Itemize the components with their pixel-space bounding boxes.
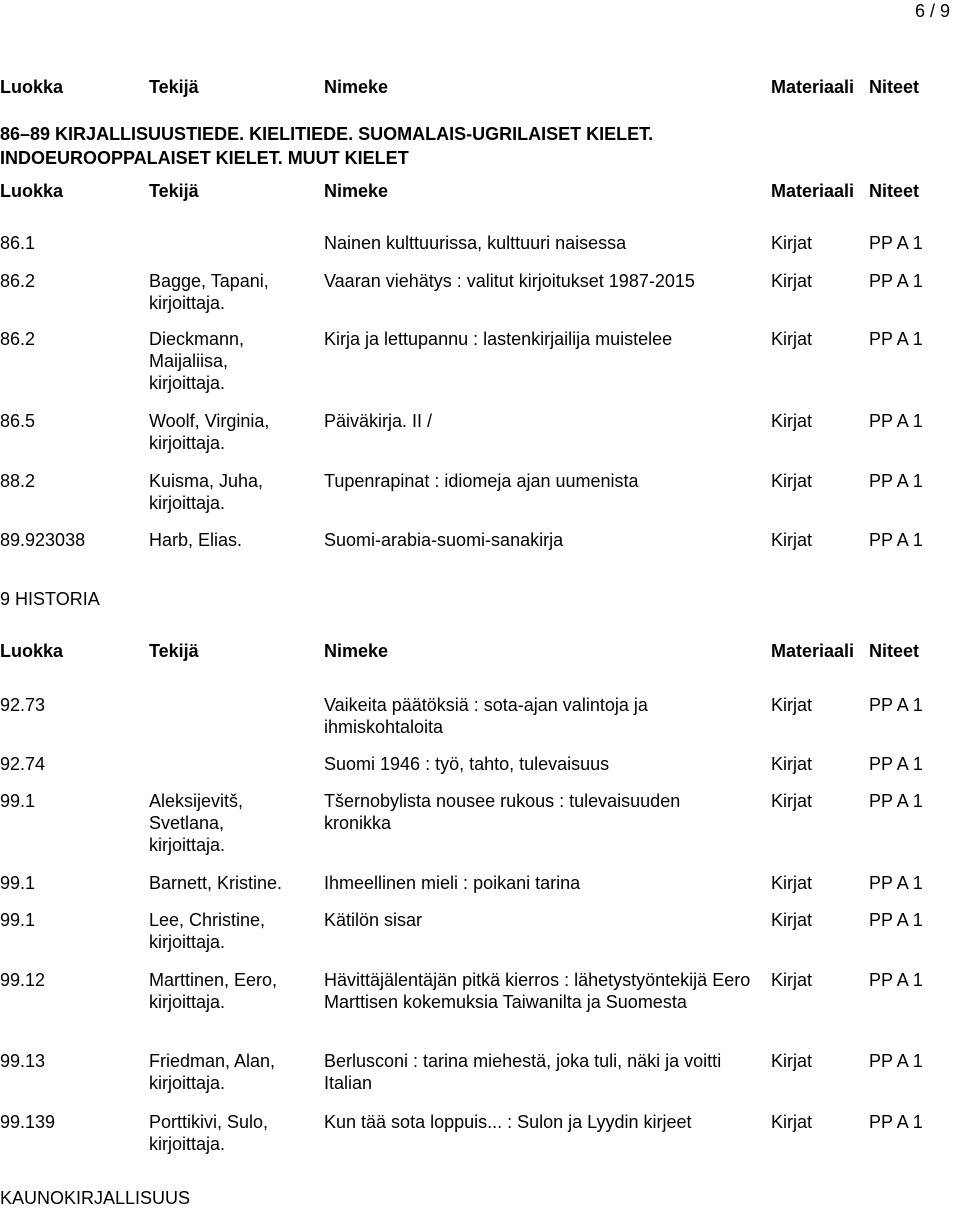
cell-nimeke: Tšernobylista nousee rukous : tulevaisuuden kronikka: [324, 791, 681, 833]
cell-nimeke: Nainen kulttuurissa, kulttuuri naisessa: [324, 233, 627, 253]
cell-luokka: 88.2: [0, 471, 36, 491]
cell-niteet: PP A 1: [869, 233, 923, 253]
cell-luokka: 92.73: [0, 695, 46, 715]
cell-niteet: PP A 1: [869, 970, 923, 990]
cell-luokka: 86.1: [0, 233, 36, 253]
cell-materiaali: Kirjat: [771, 1112, 813, 1132]
cell-materiaali: Kirjat: [771, 233, 813, 253]
cell-materiaali: Kirjat: [771, 530, 813, 550]
section-title-line2: INDOEUROOPPALAISET KIELET. MUUT KIELET: [0, 148, 409, 168]
header-niteet: Niteet: [869, 77, 920, 97]
cell-nimeke: Tupenrapinat : idiomeja ajan uumenista: [324, 471, 639, 491]
cell-luokka: 99.12: [0, 970, 46, 990]
cell-materiaali: Kirjat: [771, 754, 813, 774]
header-nimeke: Nimeke: [324, 77, 389, 97]
section-title: KAUNOKIRJALLISUUS: [0, 1188, 191, 1208]
cell-nimeke: Berlusconi : tarina miehestä, joka tuli, näki ja voitti Italian: [324, 1051, 722, 1093]
column-header: [0, 640, 960, 664]
header-materiaali: Materiaali: [771, 181, 855, 201]
cell-niteet: PP A 1: [869, 411, 923, 431]
cell-niteet: PP A 1: [869, 329, 923, 349]
cell-luokka: 92.74: [0, 754, 46, 774]
cell-tekija: Bagge, Tapani, kirjoittaja.: [149, 271, 269, 313]
column-header: [0, 180, 960, 204]
cell-niteet: PP A 1: [869, 530, 923, 550]
header-materiaali: Materiaali: [771, 77, 855, 97]
cell-niteet: PP A 1: [869, 791, 923, 811]
cell-niteet: PP A 1: [869, 1051, 923, 1071]
cell-materiaali: Kirjat: [771, 873, 813, 893]
header-luokka: Luokka: [0, 181, 64, 201]
cell-tekija: Aleksijevitš, Svetlana, kirjoittaja.: [149, 791, 244, 855]
cell-luokka: 99.139: [0, 1112, 56, 1132]
cell-tekija: Woolf, Virginia, kirjoittaja.: [149, 411, 270, 453]
cell-nimeke: Suomi 1946 : työ, tahto, tulevaisuus: [324, 754, 610, 774]
cell-materiaali: Kirjat: [771, 1051, 813, 1071]
cell-nimeke: Vaikeita päätöksiä : sota-ajan valintoja ja ihmiskohtaloita: [324, 695, 648, 737]
header-luokka: Luokka: [0, 77, 64, 97]
cell-tekija: Marttinen, Eero, kirjoittaja.: [149, 970, 278, 1012]
cell-nimeke: Kätilön sisar: [324, 910, 423, 930]
header-luokka: Luokka: [0, 641, 64, 661]
cell-materiaali: Kirjat: [771, 910, 813, 930]
cell-materiaali: Kirjat: [771, 271, 813, 291]
cell-luokka: 86.2: [0, 329, 36, 349]
cell-tekija: Barnett, Kristine.: [149, 873, 283, 893]
cell-tekija: Harb, Elias.: [149, 530, 243, 550]
cell-tekija: Kuisma, Juha, kirjoittaja.: [149, 471, 264, 513]
cell-nimeke: Kun tää sota loppuis... : Sulon ja Lyydin kirjeet: [324, 1112, 692, 1132]
cell-tekija: Dieckmann, Maijaliisa, kirjoittaja.: [149, 329, 245, 393]
cell-materiaali: Kirjat: [771, 471, 813, 491]
cell-luokka: 86.2: [0, 271, 36, 291]
page-number: 6 / 9: [914, 1, 950, 21]
cell-tekija: Lee, Christine, kirjoittaja.: [149, 910, 266, 952]
cell-luokka: 99.1: [0, 910, 36, 930]
cell-materiaali: Kirjat: [771, 791, 813, 811]
section-title: 86–89 KIRJALLISUUSTIEDE. KIELITIEDE. SUOMALAIS-UGRILAISET KIELET.: [0, 124, 654, 144]
column-header: [0, 76, 960, 100]
cell-materiaali: Kirjat: [771, 695, 813, 715]
header-niteet: Niteet: [869, 181, 920, 201]
cell-nimeke: Vaaran viehätys : valitut kirjoitukset 1987-2015: [324, 271, 695, 291]
header-niteet: Niteet: [869, 641, 920, 661]
cell-luokka: 99.1: [0, 791, 36, 811]
header-tekija: Tekijä: [149, 641, 199, 661]
cell-niteet: PP A 1: [869, 695, 923, 715]
cell-niteet: PP A 1: [869, 1112, 923, 1132]
cell-nimeke: Hävittäjälentäjän pitkä kierros : lähetystyöntekijä Eero Marttisen kokemuksia Taiwanilta ja Suomesta: [324, 970, 751, 1012]
header-nimeke: Nimeke: [324, 641, 389, 661]
cell-nimeke: Suomi-arabia-suomi-sanakirja: [324, 530, 564, 550]
cell-niteet: PP A 1: [869, 271, 923, 291]
cell-luokka: 86.5: [0, 411, 36, 431]
cell-nimeke: Ihmeellinen mieli : poikani tarina: [324, 873, 581, 893]
cell-nimeke: Päiväkirja. II /: [324, 411, 433, 431]
cell-niteet: PP A 1: [869, 910, 923, 930]
cell-nimeke: Kirja ja lettupannu : lastenkirjailija muistelee: [324, 329, 673, 349]
cell-luokka: 89.923038: [0, 530, 86, 550]
cell-niteet: PP A 1: [869, 471, 923, 491]
cell-luokka: 99.13: [0, 1051, 46, 1071]
header-tekija: Tekijä: [149, 77, 199, 97]
section-title: 9 HISTORIA: [0, 589, 100, 609]
header-materiaali: Materiaali: [771, 641, 855, 661]
cell-tekija: Porttikivi, Sulo, kirjoittaja.: [149, 1112, 269, 1154]
cell-materiaali: Kirjat: [771, 329, 813, 349]
header-tekija: Tekijä: [149, 181, 199, 201]
header-nimeke: Nimeke: [324, 181, 389, 201]
cell-tekija: Friedman, Alan, kirjoittaja.: [149, 1051, 276, 1093]
cell-luokka: 99.1: [0, 873, 36, 893]
cell-materiaali: Kirjat: [771, 970, 813, 990]
cell-niteet: PP A 1: [869, 873, 923, 893]
cell-niteet: PP A 1: [869, 754, 923, 774]
cell-materiaali: Kirjat: [771, 411, 813, 431]
